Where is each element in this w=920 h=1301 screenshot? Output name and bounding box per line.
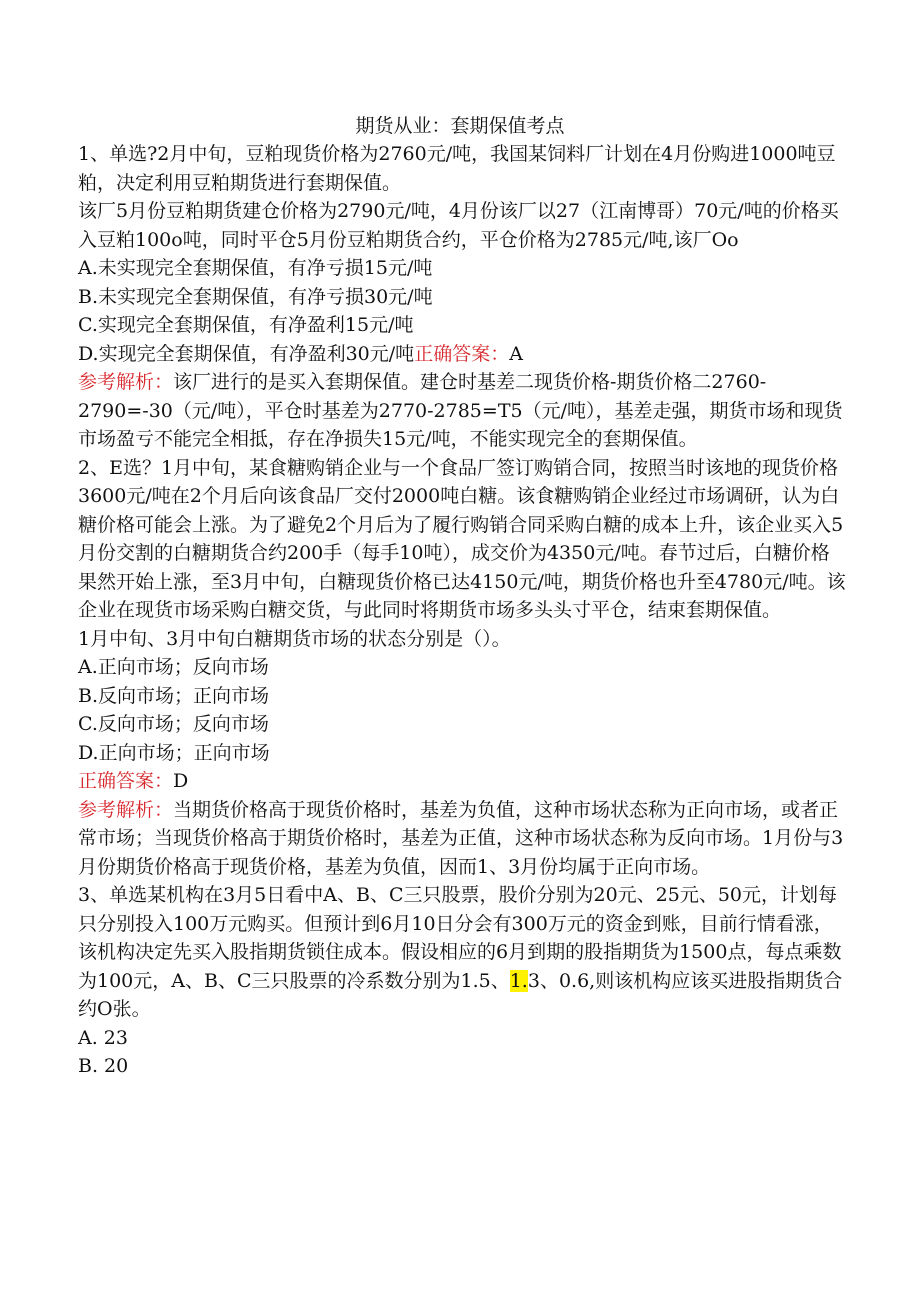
q2-analysis-text: 当期货价格高于现货价格时，基差为负值，这种市场状态称为正向市场，或者正常市场；当现货价格高于期货价格时，基差为正值，这种市场状态称为反向市场。1月份与3月份期货价格高于现货价格，基差为负值，因而1、3月份均属于正向市场。 — [78, 798, 844, 878]
q1-option-a: A.未实现完全套期保值，有净亏损15元/吨 — [78, 257, 433, 279]
q2-answer-label: 正确答案： — [78, 770, 174, 792]
q2-option-c: C.反向市场；反向市场 — [78, 713, 269, 735]
q1-answer-label: 正确答案： — [414, 342, 510, 365]
q2-answer: D — [173, 770, 189, 792]
q3-stem — [78, 881, 848, 1024]
q3-option-a: A. 23 — [78, 1026, 128, 1049]
q3-highlight: 1. — [509, 969, 528, 992]
q2-question: 1月中旬、3月中旬白糖期货市场的状态分别是（）。 — [78, 627, 511, 650]
q1-option-d-line — [78, 340, 848, 369]
q1-option-c: C.实现完全套期保值，有净盈利15元/吨 — [78, 314, 414, 336]
q2-analysis — [78, 796, 848, 882]
q1-analysis — [78, 368, 848, 454]
q1-analysis-text: 该厂进行的是买入套期保值。建仓时基差二现货价格-期货价格二2760-2790=-30（元/吨），平仓时基差为2770-2785=T5（元/吨），基差走强，期货市场和现货市场盈亏不能完全相抵，存在净损失15元/吨，不能实现完全的套期保值。 — [78, 371, 843, 450]
q1-analysis-label: 参考解析： — [78, 371, 174, 393]
document-title: 期货从业：套期保值考点 — [355, 115, 565, 137]
q2-option-a: A.正向市场；反向市场 — [78, 656, 269, 678]
q2-answer-line — [78, 767, 848, 796]
q2-stem: 2、E选？1月中旬，某食糖购销企业与一个食品厂签订购销合同，按照当时该地的现货价格3600元/吨在2个月后向该食品厂交付2000吨白糖。该食糖购销企业经过市场调研，认为白糖价格可能会上涨。为了避免2个月后为了履行购销合同采购白糖的成本上升，该企业买入5月份交割的白糖期货合约200手（每手10吨），成交价为4350元/吨。春节过后，白糖价格果然开始上涨，至3月中旬，白糖现货价格已达4150元/吨，期货价格也升至4780元/吨。该企业在现货市场采购白糖交货，与此同时将期货市场多头头寸平仓，结束套期保值。 — [78, 456, 846, 621]
q1-option-d: D.实现完全套期保值，有净盈利30元/吨 — [78, 342, 415, 365]
q1-answer: A — [509, 342, 523, 365]
document-body — [78, 140, 848, 1081]
q3-stem-text: 3、单选某机构在3月5日看中A、B、C三只股票，股价分别为20元、25元、50元，计划每只分别投入100万元购买。但预计到6月10日分会有300万元的资金到账，目前行情看涨，该机构决定先买入股指期货锁住成本。假设相应的6月到期的股指期货为1500点，每点乘数为100元，A、B、C三只股票的冷系数分别为1.5、 — [78, 884, 842, 992]
q2-option-b: B.反向市场；正向市场 — [78, 684, 270, 707]
q2-analysis-label: 参考解析： — [78, 798, 174, 821]
q1-option-b: B.未实现完全套期保值，有净亏损30元/吨 — [78, 285, 433, 308]
q1-stem-continued: 该厂5月份豆粕期货建仓价格为2790元/吨，4月份该厂以27（江南博哥）70元/吨的价格买入豆粕100o吨，同时平仓5月份豆粕期货合约，平仓价格为2785元/吨,该厂Oo — [78, 200, 839, 251]
q3-option-b: B. 20 — [78, 1055, 129, 1077]
q1-stem: 1、单选?2月中旬，豆粕现货价格为2760元/吨，我国某饲料厂计划在4月份购进1000吨豆粕，决定利用豆粕期货进行套期保值。 — [78, 143, 836, 194]
q3-stem-tail: 3、0.6,则该机构应该买进股指期货合约O张。 — [78, 969, 843, 1020]
q2-option-d: D.正向市场；正向市场 — [78, 741, 270, 764]
